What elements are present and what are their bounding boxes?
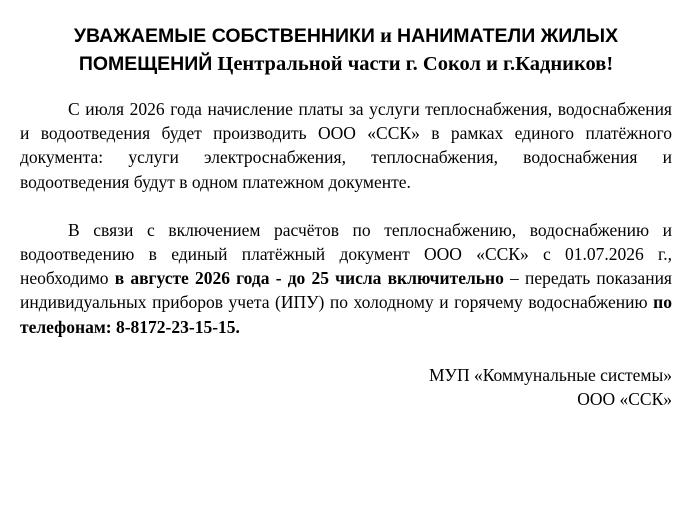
paragraph2-text-start: В связи с включением расчётов по теплоснабжению, водоснабжению и водоотведению в единый платёжный документ ООО «ССК» с 01.07.2026 г., необходимо [20,219,672,289]
paragraph-meter-readings [20,218,672,339]
title-part2: НАНИМАТЕЛИ ЖИЛЫХ ПОМЕЩЕНИЙ [78,25,619,75]
title-part1: УВАЖАЕМЫЕ СОБСТВЕННИКИ [73,25,375,47]
paragraph2-text-middle: – передать показания индивидуальных приборов учета (ИПУ) по холодному и горячему водоснабжению [20,268,672,313]
paragraph-billing-change: С июля 2026 года начисление платы за услуги теплоснабжения, водоснабжения и водоотведения будет производить ООО «ССК» в рамках единого платёжного документа: услуги электроснабжения, теплоснабжения, водоснабжения и водоотведения будут в одном платежном документе. [20,99,672,192]
notice-document [20,22,672,411]
phone-text: по телефонам: 8-8172-23-15-15. [20,292,672,337]
signature-block [20,363,672,411]
deadline-text: в августе 2026 года - до 25 числа включительно [114,268,504,289]
title-conjunction: и [374,25,397,47]
title-part3: Центральной части г. Сокол и г.Кадников! [212,53,614,75]
signature-org2: ООО «ССК» [577,389,672,410]
notice-title [20,22,672,78]
signature-org1: МУП «Коммунальные системы» [429,364,672,385]
